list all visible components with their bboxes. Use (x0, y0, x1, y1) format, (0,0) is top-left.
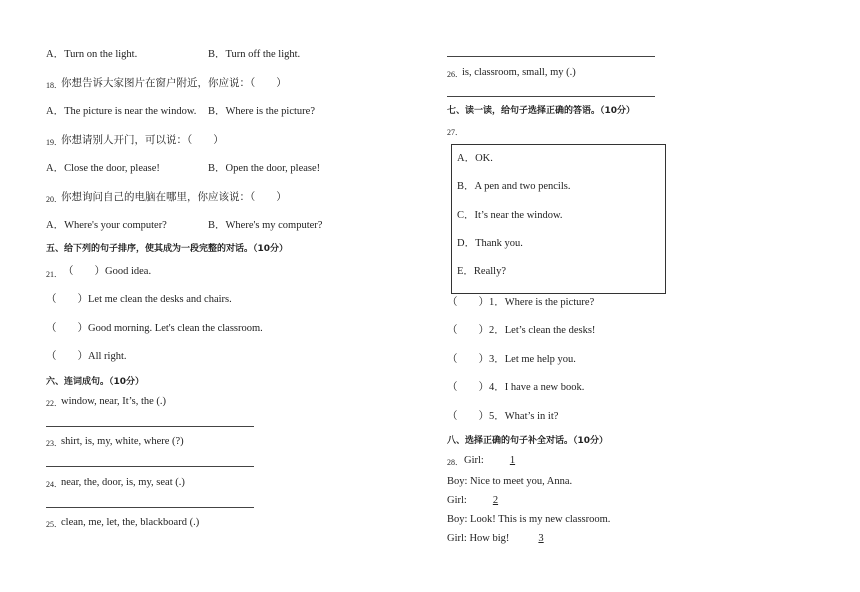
q27-item: （ ）5．What’s in it? (447, 411, 559, 422)
q22-answer-line[interactable] (46, 426, 254, 427)
q27-option: A．OK. (457, 153, 493, 164)
q25-words: clean, me, let, the, blackboard (.) (61, 517, 200, 528)
q17-option-b: B．Turn off the light. (208, 49, 301, 60)
dialogue-speaker: Girl: How big! (447, 533, 513, 544)
q18-question: 你想告诉大家图片在窗户附近，你应说：（ ） (61, 77, 287, 89)
q21-number: 21． (46, 270, 62, 279)
section-5-heading: 五、给下列的句子排序，使其成为一段完整的对话。（10分） (46, 244, 289, 254)
q19-option-a: A．Close the door, please! (46, 163, 160, 174)
dialogue-line (464, 454, 538, 467)
q19-option-b: B．Open the door, please! (208, 163, 321, 174)
q27-option: D．Thank you. (457, 238, 523, 249)
dialogue-line: Boy: Nice to meet you, Anna. (447, 476, 573, 487)
q20-question: 你想询问自己的电脑在哪里，你应该说：（ ） (61, 191, 287, 203)
blank-1[interactable]: 1 (509, 455, 516, 466)
section-7-heading: 七、读一读，给句子选择正确的答语。（10分） (447, 106, 636, 116)
q26-answer-line[interactable] (447, 96, 655, 97)
q26-words: is, classroom, small, my (.) (462, 67, 576, 78)
q27-options-box (451, 144, 666, 294)
q27-option: C．It’s near the window. (457, 210, 563, 221)
q26-number: 26． (447, 70, 463, 79)
q21-item: （ ）Let me clean the desks and chairs. (46, 294, 232, 305)
q25-answer-line[interactable] (447, 56, 655, 57)
q18-number: 18． (46, 81, 62, 90)
section-8-heading: 八、选择正确的句子补全对话。（10分） (447, 436, 609, 446)
q18-option-b: B．Where is the picture? (208, 106, 315, 117)
q17-option-a: A．Turn on the light. (46, 49, 138, 60)
q19-number: 19． (46, 138, 62, 147)
q22-number: 22． (46, 399, 62, 408)
q22-words: window, near, It’s, the (.) (61, 396, 167, 407)
q27-number: 27． (447, 128, 463, 137)
q27-item: （ ）1．Where is the picture? (447, 297, 595, 308)
q18-option-a: A．The picture is near the window. (46, 106, 197, 117)
dialogue-line (447, 494, 521, 507)
q21-item: （ ）Good idea. (63, 266, 152, 277)
section-6-heading: 六、连词成句。（10分） (46, 377, 145, 387)
q27-option: E．Really? (457, 266, 506, 277)
q23-number: 23． (46, 439, 62, 448)
q27-item: （ ）3．Let me help you. (447, 354, 576, 365)
dialogue-line (447, 532, 570, 545)
q27-item: （ ）2．Let’s clean the desks! (447, 325, 596, 336)
dialogue-speaker: Girl: (464, 455, 487, 466)
q23-answer-line[interactable] (46, 466, 254, 467)
q23-words: shirt, is, my, white, where (?) (61, 436, 184, 447)
q20-option-b: B．Where's my computer? (208, 220, 323, 231)
dialogue-line: Boy: Look! This is my new classroom. (447, 514, 611, 525)
q20-number: 20． (46, 195, 62, 204)
blank-3[interactable]: 3 (538, 533, 544, 544)
q25-number: 25． (46, 520, 62, 529)
q27-option: B．A pen and two pencils. (457, 181, 571, 192)
q24-words: near, the, door, is, my, seat (.) (61, 477, 185, 488)
q21-item: （ ）Good morning. Let's clean the classroom. (46, 323, 263, 334)
blank-2[interactable]: 2 (492, 495, 499, 506)
q27-item: （ ）4．I have a new book. (447, 382, 585, 393)
q19-question: 你想请别人开门，可以说：（ ） (61, 134, 224, 146)
q28-number: 28． (447, 458, 463, 467)
dialogue-speaker: Girl: (447, 495, 470, 506)
q24-number: 24． (46, 480, 62, 489)
q20-option-a: A．Where's your computer? (46, 220, 167, 231)
q21-item: （ ）All right. (46, 351, 127, 362)
q24-answer-line[interactable] (46, 507, 254, 508)
